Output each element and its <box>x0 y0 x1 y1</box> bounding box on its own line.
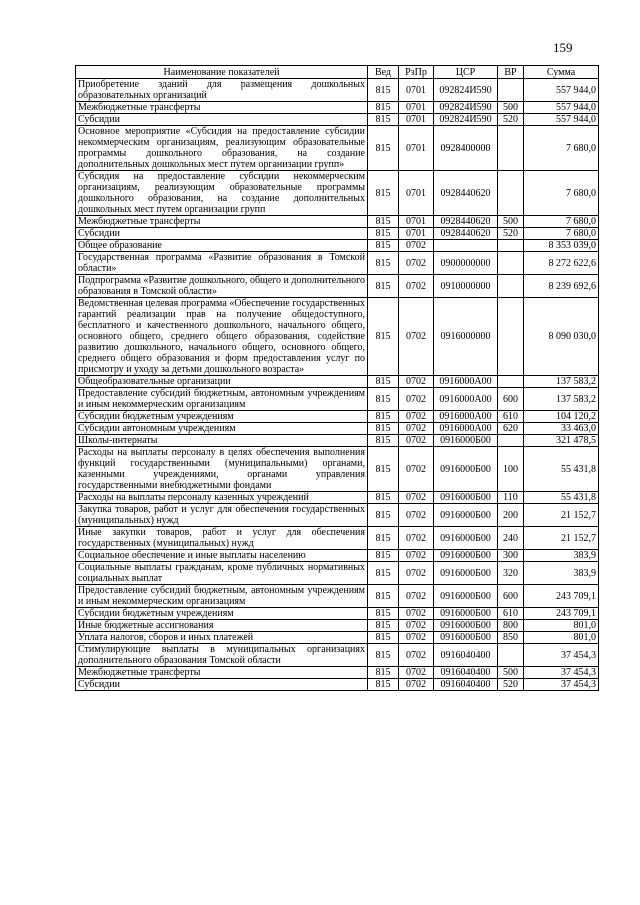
cell-sum: 137 583,2 <box>524 388 599 411</box>
table-row <box>76 423 599 435</box>
cell-ved: 815 <box>368 79 399 102</box>
table-row <box>76 126 599 171</box>
cell-ved: 815 <box>368 644 399 667</box>
cell-name: Иные закупки товаров, работ и услуг для обеспечения государственных (муниципальных) нужд <box>76 527 368 550</box>
cell-sum: 7 680,0 <box>524 216 599 228</box>
cell-ved: 815 <box>368 388 399 411</box>
cell-name: Расходы на выплаты персоналу казенных учреждений <box>76 492 368 504</box>
cell-rzpr: 0702 <box>399 667 434 679</box>
cell-rzpr: 0702 <box>399 644 434 667</box>
table-row <box>76 216 599 228</box>
cell-sum: 55 431,8 <box>524 447 599 492</box>
column-header-name: Наименование показателей <box>76 66 368 79</box>
cell-name: Основное мероприятие «Субсидия на предоставление субсидии некоммерческим организациям, реализующим образовательные программы дошкольного образования, на создание дополнительных дошкольных мест путем организации групп» <box>76 126 368 171</box>
cell-ved: 815 <box>368 679 399 691</box>
cell-sum: 21 152,7 <box>524 504 599 527</box>
cell-ved: 815 <box>368 504 399 527</box>
cell-csr: 0916000Б00 <box>434 550 498 562</box>
cell-sum: 137 583,2 <box>524 376 599 388</box>
cell-ved: 815 <box>368 102 399 114</box>
cell-sum: 557 944,0 <box>524 79 599 102</box>
cell-sum: 37 454,3 <box>524 667 599 679</box>
cell-sum: 383,9 <box>524 550 599 562</box>
cell-rzpr: 0702 <box>399 504 434 527</box>
cell-vr: 850 <box>498 632 524 644</box>
cell-name: Подпрограмма «Развитие дошкольного, общего и дополнительного образования в Томской области» <box>76 275 368 298</box>
cell-name: Межбюджетные трансферты <box>76 667 368 679</box>
cell-rzpr: 0702 <box>399 632 434 644</box>
table-row <box>76 550 599 562</box>
cell-name: Стимулирующие выплаты в муниципальных организациях дополнительного образования Томской области <box>76 644 368 667</box>
cell-sum: 37 454,3 <box>524 679 599 691</box>
cell-rzpr: 0702 <box>399 527 434 550</box>
table-row <box>76 252 599 275</box>
table-row <box>76 435 599 447</box>
cell-name: Иные бюджетные ассигнования <box>76 620 368 632</box>
cell-vr: 320 <box>498 562 524 585</box>
table-body <box>76 79 599 691</box>
cell-vr: 240 <box>498 527 524 550</box>
cell-sum: 7 680,0 <box>524 126 599 171</box>
cell-vr <box>498 435 524 447</box>
cell-vr: 620 <box>498 423 524 435</box>
cell-name: Межбюджетные трансферты <box>76 102 368 114</box>
cell-rzpr: 0702 <box>399 585 434 608</box>
table-row <box>76 171 599 216</box>
table-row <box>76 644 599 667</box>
cell-csr: 0916000Б00 <box>434 562 498 585</box>
table-row <box>76 447 599 492</box>
cell-ved: 815 <box>368 562 399 585</box>
cell-sum: 801,0 <box>524 620 599 632</box>
cell-csr: 0916000Б00 <box>434 632 498 644</box>
table-row <box>76 275 599 298</box>
cell-sum: 7 680,0 <box>524 228 599 240</box>
cell-ved: 815 <box>368 585 399 608</box>
cell-ved: 815 <box>368 252 399 275</box>
table-row <box>76 79 599 102</box>
cell-name: Приобретение зданий для размещения дошкольных образовательных организаций <box>76 79 368 102</box>
cell-csr: 0916000А00 <box>434 376 498 388</box>
cell-vr: 520 <box>498 228 524 240</box>
cell-csr: 0916040400 <box>434 644 498 667</box>
cell-rzpr: 0702 <box>399 550 434 562</box>
cell-ved: 815 <box>368 126 399 171</box>
table-row <box>76 632 599 644</box>
column-header-sum: Сумма <box>524 66 599 79</box>
cell-rzpr: 0702 <box>399 492 434 504</box>
cell-rzpr: 0702 <box>399 252 434 275</box>
table-row <box>76 492 599 504</box>
cell-name: Социальные выплаты гражданам, кроме публичных нормативных социальных выплат <box>76 562 368 585</box>
column-header-csr: ЦСР <box>434 66 498 79</box>
table-row <box>76 620 599 632</box>
cell-vr: 500 <box>498 667 524 679</box>
cell-vr <box>498 171 524 216</box>
cell-csr <box>434 240 498 252</box>
cell-csr: 0916000Б00 <box>434 504 498 527</box>
table-row <box>76 527 599 550</box>
cell-rzpr: 0702 <box>399 620 434 632</box>
cell-vr <box>498 240 524 252</box>
cell-csr: 0916000000 <box>434 298 498 376</box>
cell-vr: 520 <box>498 679 524 691</box>
cell-ved: 815 <box>368 114 399 126</box>
cell-rzpr: 0702 <box>399 435 434 447</box>
cell-sum: 8 272 622,6 <box>524 252 599 275</box>
cell-vr: 610 <box>498 411 524 423</box>
cell-ved: 815 <box>368 667 399 679</box>
cell-ved: 815 <box>368 376 399 388</box>
table-header-row <box>76 66 599 79</box>
cell-csr: 0916000А00 <box>434 423 498 435</box>
cell-rzpr: 0702 <box>399 562 434 585</box>
table-row <box>76 679 599 691</box>
cell-name: Ведомственная целевая программа «Обеспечение государственных гарантий реализации прав на получение общедоступного, бесплатного и качественного дошкольного, начального общего, основного общего, среднего общего образования, содействие развитию дошкольного, начального общего, основного общего, среднего общего образования и форм предоставления услуг по присмотру и уходу за детьми дошкольного возраста» <box>76 298 368 376</box>
cell-rzpr: 0702 <box>399 423 434 435</box>
cell-name: Субсидии <box>76 114 368 126</box>
cell-rzpr: 0702 <box>399 275 434 298</box>
cell-sum: 21 152,7 <box>524 527 599 550</box>
cell-ved: 815 <box>368 492 399 504</box>
table-row <box>76 240 599 252</box>
table-row <box>76 376 599 388</box>
cell-ved: 815 <box>368 298 399 376</box>
table-row <box>76 298 599 376</box>
cell-name: Субсидии бюджетным учреждениям <box>76 608 368 620</box>
table-row <box>76 667 599 679</box>
cell-csr: 0910000000 <box>434 275 498 298</box>
cell-vr: 300 <box>498 550 524 562</box>
column-header-ved: Вед <box>368 66 399 79</box>
cell-sum: 383,9 <box>524 562 599 585</box>
cell-name: Субсидии автономным учреждениям <box>76 423 368 435</box>
cell-ved: 815 <box>368 171 399 216</box>
cell-name: Государственная программа «Развитие образования в Томской области» <box>76 252 368 275</box>
cell-sum: 55 431,8 <box>524 492 599 504</box>
table-row <box>76 585 599 608</box>
cell-sum: 557 944,0 <box>524 102 599 114</box>
cell-ved: 815 <box>368 608 399 620</box>
table-row <box>76 388 599 411</box>
cell-vr: 800 <box>498 620 524 632</box>
column-header-vr: ВР <box>498 66 524 79</box>
page-number: 159 <box>553 40 573 55</box>
cell-sum: 8 090 030,0 <box>524 298 599 376</box>
cell-name: Расходы на выплаты персоналу в целях обеспечения выполнения функций государственными (муниципальными) органами, казенными учреждениями, органами управления государственными внебюджетными фондами <box>76 447 368 492</box>
cell-csr: 0916000Б00 <box>434 492 498 504</box>
cell-ved: 815 <box>368 275 399 298</box>
cell-ved: 815 <box>368 240 399 252</box>
cell-vr: 520 <box>498 114 524 126</box>
cell-rzpr: 0701 <box>399 102 434 114</box>
cell-name: Уплата налогов, сборов и иных платежей <box>76 632 368 644</box>
cell-vr <box>498 275 524 298</box>
cell-sum: 8 239 692,6 <box>524 275 599 298</box>
cell-sum: 321 478,5 <box>524 435 599 447</box>
cell-vr: 100 <box>498 447 524 492</box>
cell-vr <box>498 126 524 171</box>
cell-rzpr: 0702 <box>399 679 434 691</box>
cell-name: Предоставление субсидий бюджетным, автономным учреждениям и иным некоммерческим организациям <box>76 585 368 608</box>
cell-csr: 092824И590 <box>434 102 498 114</box>
cell-sum: 37 454,3 <box>524 644 599 667</box>
cell-rzpr: 0702 <box>399 608 434 620</box>
cell-csr: 0916040400 <box>434 679 498 691</box>
cell-sum: 104 120,2 <box>524 411 599 423</box>
cell-csr: 0916000Б00 <box>434 527 498 550</box>
table-row <box>76 562 599 585</box>
cell-ved: 815 <box>368 550 399 562</box>
cell-csr: 0916040400 <box>434 667 498 679</box>
cell-sum: 8 353 039,0 <box>524 240 599 252</box>
cell-csr: 092824И590 <box>434 114 498 126</box>
cell-sum: 243 709,1 <box>524 608 599 620</box>
cell-vr <box>498 252 524 275</box>
table-row <box>76 608 599 620</box>
cell-vr: 500 <box>498 216 524 228</box>
cell-name: Общеобразовательные организации <box>76 376 368 388</box>
cell-sum: 557 944,0 <box>524 114 599 126</box>
cell-rzpr: 0702 <box>399 388 434 411</box>
table-row <box>76 228 599 240</box>
cell-csr: 0928440620 <box>434 171 498 216</box>
cell-ved: 815 <box>368 435 399 447</box>
cell-vr: 110 <box>498 492 524 504</box>
cell-sum: 801,0 <box>524 632 599 644</box>
cell-vr <box>498 376 524 388</box>
cell-csr: 0916000Б00 <box>434 608 498 620</box>
cell-csr: 0928400000 <box>434 126 498 171</box>
table-row <box>76 114 599 126</box>
cell-name: Межбюджетные трансферты <box>76 216 368 228</box>
cell-csr: 0916000Б00 <box>434 435 498 447</box>
cell-rzpr: 0702 <box>399 240 434 252</box>
cell-sum: 7 680,0 <box>524 171 599 216</box>
cell-csr: 0928440620 <box>434 216 498 228</box>
cell-csr: 092824И590 <box>434 79 498 102</box>
cell-name: Субсидии <box>76 228 368 240</box>
cell-ved: 815 <box>368 411 399 423</box>
cell-vr: 500 <box>498 102 524 114</box>
cell-vr: 600 <box>498 585 524 608</box>
cell-csr: 0916000Б00 <box>434 620 498 632</box>
cell-ved: 815 <box>368 447 399 492</box>
cell-rzpr: 0701 <box>399 228 434 240</box>
cell-vr: 600 <box>498 388 524 411</box>
budget-table <box>75 65 599 691</box>
cell-ved: 815 <box>368 216 399 228</box>
cell-csr: 0900000000 <box>434 252 498 275</box>
table-row <box>76 102 599 114</box>
cell-vr: 200 <box>498 504 524 527</box>
cell-sum: 243 709,1 <box>524 585 599 608</box>
cell-name: Субсидии <box>76 679 368 691</box>
cell-ved: 815 <box>368 423 399 435</box>
cell-csr: 0916000Б00 <box>434 585 498 608</box>
cell-rzpr: 0702 <box>399 298 434 376</box>
cell-ved: 815 <box>368 527 399 550</box>
cell-csr: 0916000А00 <box>434 411 498 423</box>
cell-rzpr: 0701 <box>399 114 434 126</box>
cell-ved: 815 <box>368 228 399 240</box>
cell-rzpr: 0701 <box>399 79 434 102</box>
table-row <box>76 411 599 423</box>
cell-rzpr: 0702 <box>399 376 434 388</box>
cell-ved: 815 <box>368 620 399 632</box>
cell-csr: 0916000А00 <box>434 388 498 411</box>
column-header-rzpr: РзПр <box>399 66 434 79</box>
cell-rzpr: 0702 <box>399 447 434 492</box>
cell-ved: 815 <box>368 632 399 644</box>
cell-name: Школы-интернаты <box>76 435 368 447</box>
cell-vr <box>498 644 524 667</box>
cell-name: Закупка товаров, работ и услуг для обеспечения государственных (муниципальных) нужд <box>76 504 368 527</box>
cell-name: Социальное обеспечение и иные выплаты населению <box>76 550 368 562</box>
cell-vr <box>498 79 524 102</box>
cell-name: Субсидии бюджетным учреждениям <box>76 411 368 423</box>
cell-rzpr: 0702 <box>399 411 434 423</box>
cell-rzpr: 0701 <box>399 216 434 228</box>
cell-rzpr: 0701 <box>399 126 434 171</box>
cell-rzpr: 0701 <box>399 171 434 216</box>
cell-name: Предоставление субсидий бюджетным, автономным учреждениям и иным некоммерческим организациям <box>76 388 368 411</box>
cell-sum: 33 463,0 <box>524 423 599 435</box>
cell-vr: 610 <box>498 608 524 620</box>
cell-name: Субсидия на предоставление субсидии некоммерческим организациям, реализующим образовательные программы дошкольного образования, на создание дополнительных дошкольных мест путем организации групп <box>76 171 368 216</box>
cell-vr <box>498 298 524 376</box>
cell-name: Общее образование <box>76 240 368 252</box>
table-row <box>76 504 599 527</box>
cell-csr: 0928440620 <box>434 228 498 240</box>
cell-csr: 0916000Б00 <box>434 447 498 492</box>
